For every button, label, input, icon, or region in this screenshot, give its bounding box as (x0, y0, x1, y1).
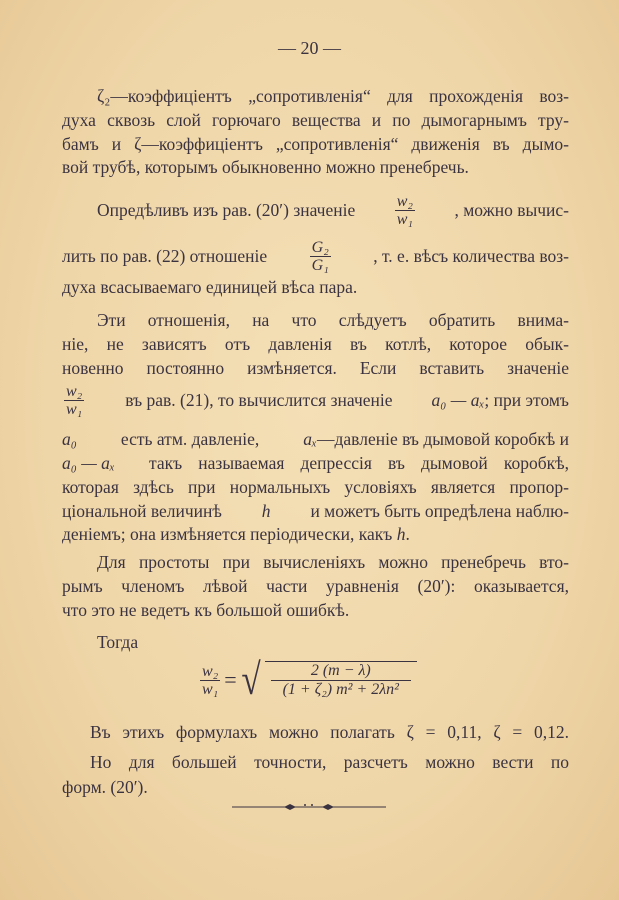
text: такъ называемая депрессія въ дымовой коробкѣ, (149, 453, 569, 473)
fraction-G2-G1 (310, 239, 331, 274)
text: въ рав. (21), то вычислится значеніе (125, 390, 393, 410)
text: есть атм. давленіе, (120, 429, 260, 449)
math: h (261, 501, 271, 521)
text-line: что это не ведетъ къ большой ошибкѣ. (62, 600, 350, 620)
text-line: ніе, не зависятъ отъ давленія въ котлѣ, которое обык- (62, 334, 569, 354)
text: Опредѣливъ изъ рав. (20′) значеніе (97, 200, 356, 220)
text-line (62, 429, 569, 449)
text-line: Для простоты при вычисленіяхъ можно пренебречь вто- (97, 552, 569, 572)
text-line: Тогда (97, 632, 139, 652)
text-line: которая здѣсь при нормальныхъ условіяхъ является пропор- (62, 477, 569, 497)
math: a₀ — aₓ (62, 453, 115, 473)
text-line: духа сквозь слой горючаго вещества и по дымогарнымъ тру- (62, 110, 569, 130)
text-line: форм. (20′). (62, 777, 148, 797)
math: aₓ (303, 429, 318, 449)
text-line (62, 380, 569, 420)
numerator: 2 (m − λ) (271, 662, 411, 681)
formula (198, 655, 417, 705)
numerator: w₂ (396, 192, 413, 210)
text-line (97, 190, 569, 230)
text-line: Но для большей точности, разсчетъ можно вести по (90, 752, 569, 772)
text-line: вой трубѣ, которымъ обыкновенно можно пренебречь. (62, 157, 469, 177)
math: h (396, 524, 406, 544)
denominator: w₁ (66, 400, 83, 418)
text: . (405, 524, 410, 544)
fraction-w2-w1 (395, 193, 415, 228)
text: ціональной величинѣ (62, 501, 222, 521)
denominator: (1 + ζ₂) m² + 2λn² (282, 681, 399, 698)
text: , т. е. вѣсъ количества воз- (373, 246, 569, 266)
sqrt-icon: √ (241, 655, 261, 704)
text-line (62, 524, 410, 544)
text: , можно вычис- (454, 200, 569, 220)
text: —давленіе въ дымовой коробкѣ и (317, 429, 569, 449)
text-line: бамъ и ζ—коэффиціентъ „сопротивленія“ движенія въ дымо- (62, 134, 569, 154)
text-line: новенно постоянно измѣняется. Если вставить значеніе (62, 358, 569, 378)
fraction-w2-w1 (200, 663, 220, 698)
page-number: — 20 — (278, 38, 341, 58)
text: лить по рав. (22) отношеніе (62, 246, 268, 266)
text: ; при этомъ (484, 390, 569, 410)
denominator: G₁ (311, 256, 329, 274)
numerator: w₂ (202, 662, 219, 680)
text-line (62, 501, 569, 521)
text-line: рымъ членомъ лѣвой части уравненія (20′): оказывается, (62, 576, 569, 596)
numerator: w₂ (66, 382, 83, 400)
denominator: w₁ (202, 680, 219, 698)
radicand (265, 661, 417, 699)
text-line: Эти отношенія, на что слѣдуетъ обратить внима- (97, 310, 569, 330)
text-line (62, 236, 569, 276)
math: a₀ — aₓ (431, 390, 485, 410)
text-line: ζ₂—коэффиціентъ „сопротивленія“ для прохожденія воз- (97, 86, 569, 106)
text-line: духа всасываемаго единицей вѣса пара. (62, 277, 358, 297)
text-line: Въ этихъ формулахъ можно полагать ζ = 0,11, ζ = 0,12. (90, 722, 569, 742)
equals: = (224, 667, 237, 692)
numerator: G₂ (311, 238, 329, 256)
text: и можетъ быть опредѣлена наблю- (310, 501, 569, 521)
ornament-divider-icon (232, 800, 386, 814)
denominator: w₁ (396, 210, 413, 228)
text-line (62, 453, 569, 473)
math: a₀ (62, 429, 77, 449)
fraction-w2-w1 (64, 383, 84, 418)
text: деніемъ; она измѣняется періодически, какъ (62, 524, 393, 544)
